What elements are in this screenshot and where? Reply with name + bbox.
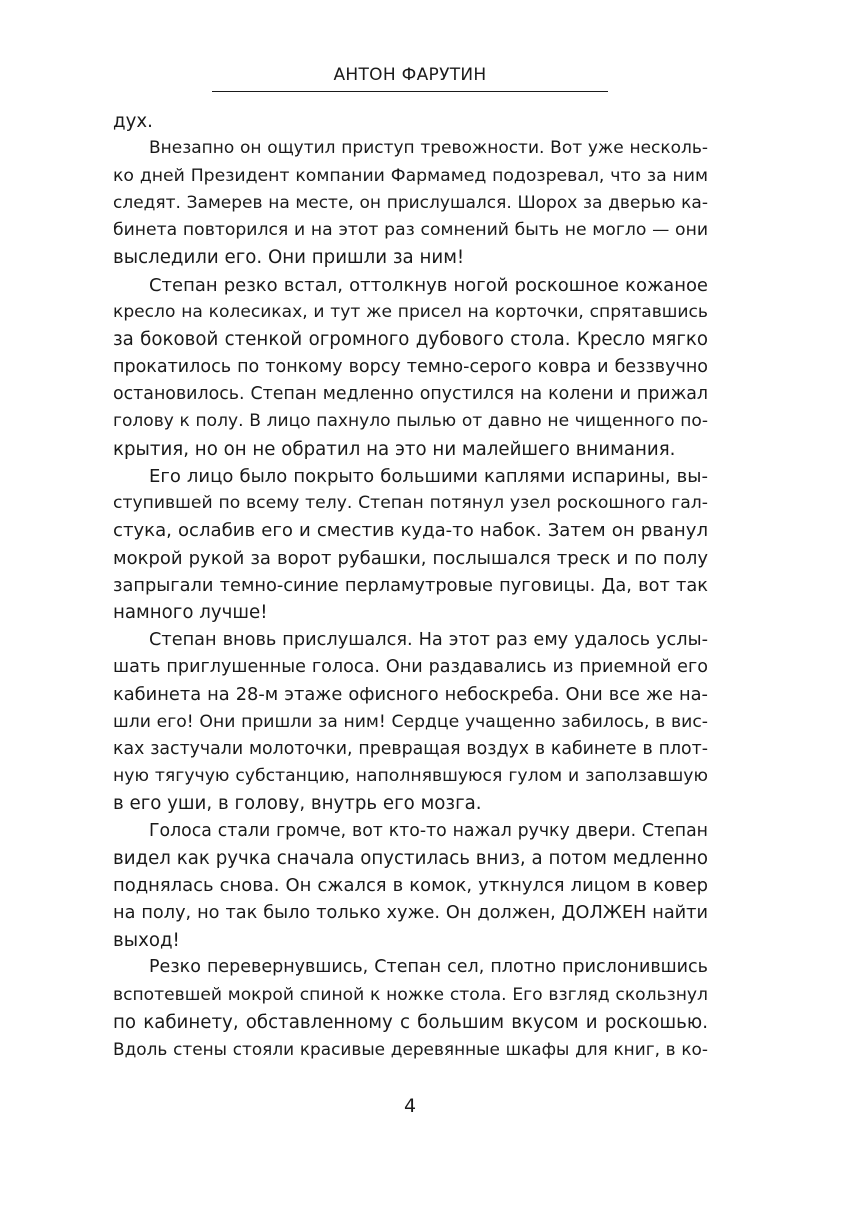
text-line: стука, ослабив его и сместив куда-то набок. Затем он рванул xyxy=(113,520,708,542)
text-line: намного лучше! xyxy=(113,602,268,624)
text-line: по кабинету, обставленному с большим вкусом и роскошью. xyxy=(113,1011,708,1033)
text-line: Внезапно он ощутил приступ тревожности. Вот уже несколь- xyxy=(149,138,708,159)
text-line: следят. Замерев на месте, он прислушался. Шорох за дверью ка- xyxy=(113,192,708,213)
text-line: голову к полу. В лицо пахнуло пылью от давно не чищенного по- xyxy=(113,411,708,432)
text-line: ную тягучую субстанцию, наполнявшуюся гулом и заползавшую xyxy=(113,766,708,787)
text-line: шли его! Они пришли за ним! Сердце учащенно забилось, в вис- xyxy=(113,711,708,732)
text-line: мокрой рукой за ворот рубашки, послышался треск и по полу xyxy=(113,547,708,569)
text-line: бинета повторился и на этот раз сомнений быть не могло — они xyxy=(113,220,708,241)
text-line: кабинета на 28-м этаже офисного небоскреба. Они все же на- xyxy=(113,684,708,706)
text-line: выход! xyxy=(113,929,180,951)
text-line: кресло на колесиках, и тут же присел на корточки, спрятавшись xyxy=(113,302,708,323)
text-line: ступившей по всему телу. Степан потянул узел роскошного гал- xyxy=(113,493,708,514)
text-line: Степан резко встал, оттолкнув ногой роскошное кожаное xyxy=(149,274,708,296)
text-line: Голоса стали громче, вот кто-то нажал ручку двери. Степан xyxy=(149,820,708,841)
text-line: запрыгали темно-синие перламутровые пуговицы. Да, вот так xyxy=(113,575,708,597)
text-line: дух. xyxy=(113,111,153,132)
text-line: шать приглушенные голоса. Они раздавались из приемной его xyxy=(113,656,708,677)
page-number: 4 xyxy=(403,1095,417,1117)
text-line: видел как ручка сначала опустилась вниз, а потом медленно xyxy=(113,848,708,870)
text-line: поднялась снова. Он сжался в комок, уткнулся лицом в ковер xyxy=(113,875,708,897)
text-line: выследили его. Они пришли за ним! xyxy=(113,247,465,269)
text-line: прокатилось по тонкому ворсу темно-серого ковра и беззвучно xyxy=(113,356,708,377)
text-line: Степан вновь прислушался. На этот раз ему удалось услы- xyxy=(149,629,708,650)
text-line: Его лицо было покрыто большими каплями испарины, вы- xyxy=(149,465,708,487)
body-text xyxy=(113,108,708,1063)
text-line: вспотевшей мокрой спиной к ножке стола. Его взгляд скользнул xyxy=(113,984,708,1005)
text-line: Вдоль стены стояли красивые деревянные шкафы для книг, в ко- xyxy=(113,1039,708,1060)
text-line: в его уши, в голову, внутрь его мозга. xyxy=(113,793,482,815)
text-line: ко дней Президент компании Фармамед подозревал, что за ним xyxy=(113,165,708,186)
header-rule xyxy=(212,91,608,92)
text-line: за боковой стенкой огромного дубового стола. Кресло мягко xyxy=(113,329,708,351)
running-header: АНТОН ФАРУТИН xyxy=(333,65,487,85)
text-line: остановилось. Степан медленно опустился на колени и прижал xyxy=(113,383,708,404)
text-line: Резко перевернувшись, Степан сел, плотно прислонившись xyxy=(149,957,708,978)
text-line: крытия, но он не обратил на это ни малейшего внимания. xyxy=(113,438,676,460)
text-line: ках застучали молоточки, превращая воздух в кабинете в плот- xyxy=(113,738,708,759)
text-line: на полу, но так было только хуже. Он должен, ДОЛЖЕН найти xyxy=(113,902,708,923)
